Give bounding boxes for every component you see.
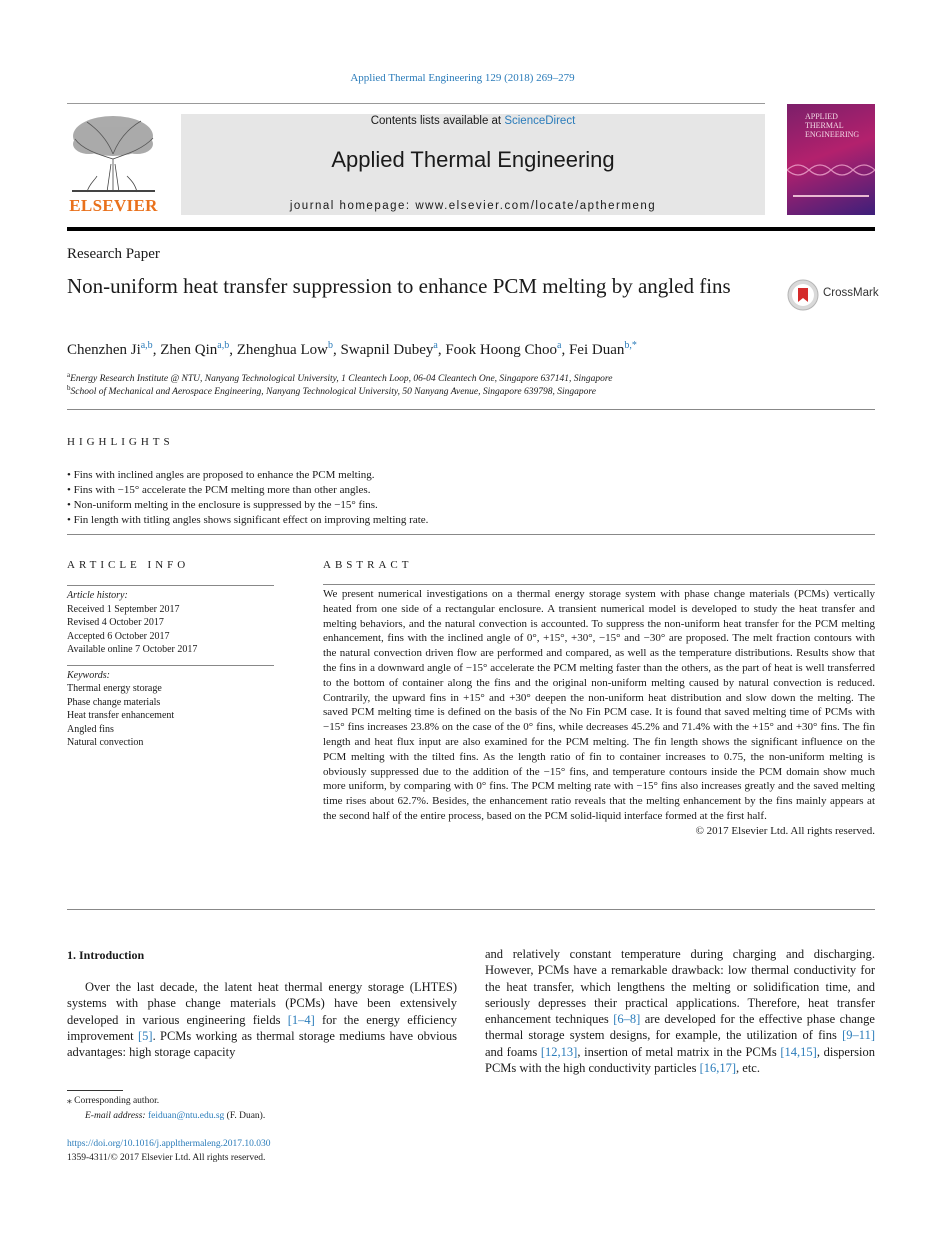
highlight-item: • Fins with inclined angles are proposed to enhance the PCM melting. — [67, 469, 375, 481]
section-heading: 1. Introduction — [67, 948, 145, 962]
author-separator: , — [332, 342, 341, 358]
author-name[interactable]: Fei Duan — [568, 342, 625, 358]
journal-reference[interactable]: Applied Thermal Engineering 129 (2018) 269–279 — [350, 72, 575, 84]
header-rule — [67, 103, 765, 104]
history-received: Received 1 September 2017 — [67, 603, 180, 615]
divider — [67, 409, 875, 410]
author-affiliation-mark[interactable]: b,* — [624, 340, 637, 351]
crossmark-icon — [787, 279, 819, 311]
author-name[interactable]: Chenzhen Ji — [67, 342, 141, 358]
highlight-text: Fins with −15° accelerate the PCM melting more than other angles. — [73, 484, 371, 496]
history-accepted: Accepted 6 October 2017 — [67, 630, 170, 642]
keywords-label: Keywords: — [67, 669, 110, 681]
homepage-url-link[interactable]: www.elsevier.com/locate/apthermeng — [415, 200, 657, 212]
article-info-heading: ARTICLE INFO — [67, 559, 190, 571]
keyword-item: Natural convection — [67, 737, 144, 748]
author-name[interactable]: Zhen Qin — [160, 342, 218, 358]
elsevier-wordmark: ELSEVIER — [69, 196, 158, 215]
citation-link[interactable]: [14,15] — [780, 1044, 817, 1059]
affiliation-key: a — [67, 371, 71, 379]
highlight-item: • Non-uniform melting in the enclosure is suppressed by the −15° fins. — [67, 499, 378, 511]
article-info-column — [67, 585, 274, 750]
email-note — [67, 1109, 265, 1124]
citation-link[interactable]: [9–11] — [842, 1028, 875, 1043]
doi-link[interactable]: https://doi.org/10.1016/j.applthermaleng.2017.10.030 — [67, 1139, 271, 1149]
journal-masthead — [181, 114, 765, 215]
citation-link[interactable]: [5] — [137, 1028, 153, 1043]
journal-homepage — [181, 200, 765, 212]
footnote-rule — [67, 1090, 123, 1091]
affiliation-key: b — [67, 384, 71, 392]
article-type: Research Paper — [67, 246, 160, 262]
affiliation-a — [67, 371, 612, 384]
history-online: Available online 7 October 2017 — [67, 644, 198, 655]
keyword-item: Phase change materials — [67, 696, 161, 708]
author-separator: , — [437, 342, 446, 358]
corresponding-text: Corresponding author. — [74, 1096, 160, 1106]
article-info-rule — [67, 585, 274, 586]
intro-text: Over the last decade, the latent heat thermal energy storage (LHTES) systems with phase change materials (PCMs) have been extensively developed in various engineering fields — [67, 980, 457, 1027]
author-name[interactable]: Swapnil Dubey — [340, 342, 434, 358]
author-separator: , — [561, 342, 569, 358]
keywords-rule — [67, 665, 274, 666]
doi-block — [67, 1137, 271, 1165]
cover-pattern-icon — [787, 160, 875, 180]
keyword-item: Heat transfer enhancement — [67, 710, 175, 721]
crossmark-label: CrossMark — [823, 287, 879, 299]
elsevier-logo[interactable] — [67, 114, 160, 216]
author-name[interactable]: Zhenghua Low — [236, 342, 328, 358]
author-affiliation-mark[interactable]: a,b — [140, 340, 153, 351]
author-list — [67, 340, 637, 359]
highlights-heading: HIGHLIGHTS — [67, 436, 174, 448]
author-affiliation-mark[interactable]: a — [433, 340, 438, 351]
history-revised: Revised 4 October 2017 — [67, 617, 164, 628]
keyword-item: Angled fins — [67, 723, 114, 735]
email-label: E-mail address: — [85, 1111, 148, 1121]
intro-text: , dispersion PCMs with the high conductivity particles — [485, 1044, 875, 1076]
citation-link[interactable]: [12,13] — [540, 1044, 578, 1059]
divider — [67, 909, 875, 910]
author-separator: , — [229, 342, 237, 358]
intro-text: and foams — [485, 1044, 541, 1059]
citation-link[interactable]: [6–8] — [613, 1012, 641, 1027]
header-thick-rule — [67, 227, 875, 231]
highlight-text: Non-uniform melting in the enclosure is suppressed by the −15° fins. — [73, 499, 378, 511]
author-affiliation-mark[interactable]: b — [327, 340, 333, 351]
citation-link[interactable]: [1–4] — [287, 1012, 315, 1027]
journal-name: Applied Thermal Engineering — [331, 147, 615, 172]
email-link[interactable]: feiduan@ntu.edu.sg — [147, 1111, 225, 1121]
contents-prefix: Contents lists available at — [370, 115, 505, 127]
cover-footer-line — [793, 195, 869, 197]
author-affiliation-mark[interactable]: a — [557, 340, 562, 351]
article-title: Non-uniform heat transfer suppression to enhance PCM melting by angled fins — [67, 274, 731, 298]
highlight-text: Fins with inclined angles are proposed to enhance the PCM melting. — [73, 469, 375, 481]
email-suffix: (F. Duan). — [224, 1111, 266, 1121]
intro-text: , insertion of metal matrix in the PCMs — [577, 1044, 781, 1059]
highlight-text: Fin length with titling angles shows significant effect on improving melting rate. — [73, 514, 429, 526]
footnote — [67, 1094, 265, 1124]
abstract-heading: ABSTRACT — [323, 559, 413, 571]
history-label: Article history: — [67, 590, 128, 601]
cover-title: APPLIED THERMAL ENGINEERING — [805, 112, 860, 139]
affiliation-b — [67, 384, 596, 397]
intro-text: are developed for the effective phase change thermal storage system designs, for example, the utilization of fins — [485, 1012, 875, 1043]
author-name[interactable]: Fook Hoong Choo — [445, 342, 558, 358]
divider — [67, 534, 875, 535]
sciencedirect-link[interactable]: ScienceDirect — [504, 115, 576, 127]
author-affiliation-mark[interactable]: a,b — [217, 340, 230, 351]
intro-text: for the energy efficiency improvement — [67, 1012, 457, 1043]
abstract-body — [323, 585, 875, 839]
intro-text: , etc. — [736, 1061, 760, 1076]
highlights-list — [67, 468, 428, 528]
abstract-paragraph: We present numerical investigations on a thermal energy storage system with phase change materials (PCMs) vertically heated from one side of a rectangular enclosure. A transient numerical model is developed to study the heat transfer and melting behaviors, and the natural convection is accounted. To suppress the non-uniform heat transfer for the PCM melting enhancement, fins with the inclined angle of 0°, +15°, +30°, −15° and −30° are proposed. The melt fraction contours with the natural convection driven flow are performed and compared, as well as the temperature distributions. Results show that the fins in a downward angle of −15° accelerate the PCM melting faster than the others, as the part of heat is well transferred to the bottom of container along the fins and the original non-uniform melting caused by natural convection is reduced. Contrarily, the upward fins in +15° and +30° deepen the non-uniform heat distribution and slow down the melting. The saved PCM melting time is defined on the basis of the No Fin PCM case. It is found that saved melting time of PCMs with −15° fins increases 23.8% on the case of the 0° fins, while decreases 45.2% and 71.4% with the +15° and +30° fins. The fin length and heat flux input are also examined for the PCM melting. The fin length shows the significant influence on the PCM melting with the tilted fins. As the length ratio of fin to container increases to 0.75, the non-uniform melting is obviously suppressed due to the addition of the −15° fins, and temperature contours inside the PCM domain show much more uniform, by comparing with 0° fins. The PCM melting rate with −15° fins also increases greatly and the saved melting time rises about 62.7%. Besides, the enhancement ratio reveals that the melting enhancement by the fins mainly appears at the second half of the entire process, based on the PCM solid-liquid interface formed at the first half. — [323, 588, 875, 822]
tree-icon — [67, 114, 160, 194]
crossmark-badge[interactable] — [787, 279, 887, 311]
intro-text: and relatively constant temperature during charging and discharging. However, PCMs have a remarkable drawback: low thermal conductivity for the heat transfer, which lengthens the melting or solidification time, and seriously depresses their practical applications. Therefore, heat transfer enhancement techniques — [485, 947, 875, 1027]
intro-text: . PCMs working as thermal storage mediums have obvious advantages: high storage capacity — [67, 1028, 457, 1060]
corresponding-note — [67, 1094, 265, 1109]
citation-link[interactable]: [16,17] — [699, 1061, 737, 1076]
highlight-item: • Fins with −15° accelerate the PCM melting more than other angles. — [67, 484, 371, 496]
intro-right-column — [485, 946, 875, 1076]
journal-cover[interactable] — [787, 104, 875, 215]
highlight-item: • Fin length with titling angles shows significant effect on improving melting rate. — [67, 514, 429, 526]
issn-line: 1359-4311/© 2017 Elsevier Ltd. All rights reserved. — [67, 1153, 266, 1163]
corresponding-mark: ⁎ — [67, 1096, 72, 1106]
affiliation-text: Energy Research Institute @ NTU, Nanyang Technological University, 1 Cleantech Loop, 06-04 Cleantech One, Singapore 637141, Singapore — [70, 374, 613, 385]
author-separator: , — [152, 342, 161, 358]
contents-line — [181, 115, 765, 127]
affiliation-text: School of Mechanical and Aerospace Engineering, Nanyang Technological University, 50 Nanyang Avenue, Singapore 639798, Singapore — [70, 387, 596, 398]
intro-left-column — [67, 979, 457, 1060]
keyword-item: Thermal energy storage — [67, 683, 162, 694]
abstract-copyright: © 2017 Elsevier Ltd. All rights reserved. — [695, 824, 875, 837]
homepage-prefix: journal homepage: — [289, 200, 416, 212]
